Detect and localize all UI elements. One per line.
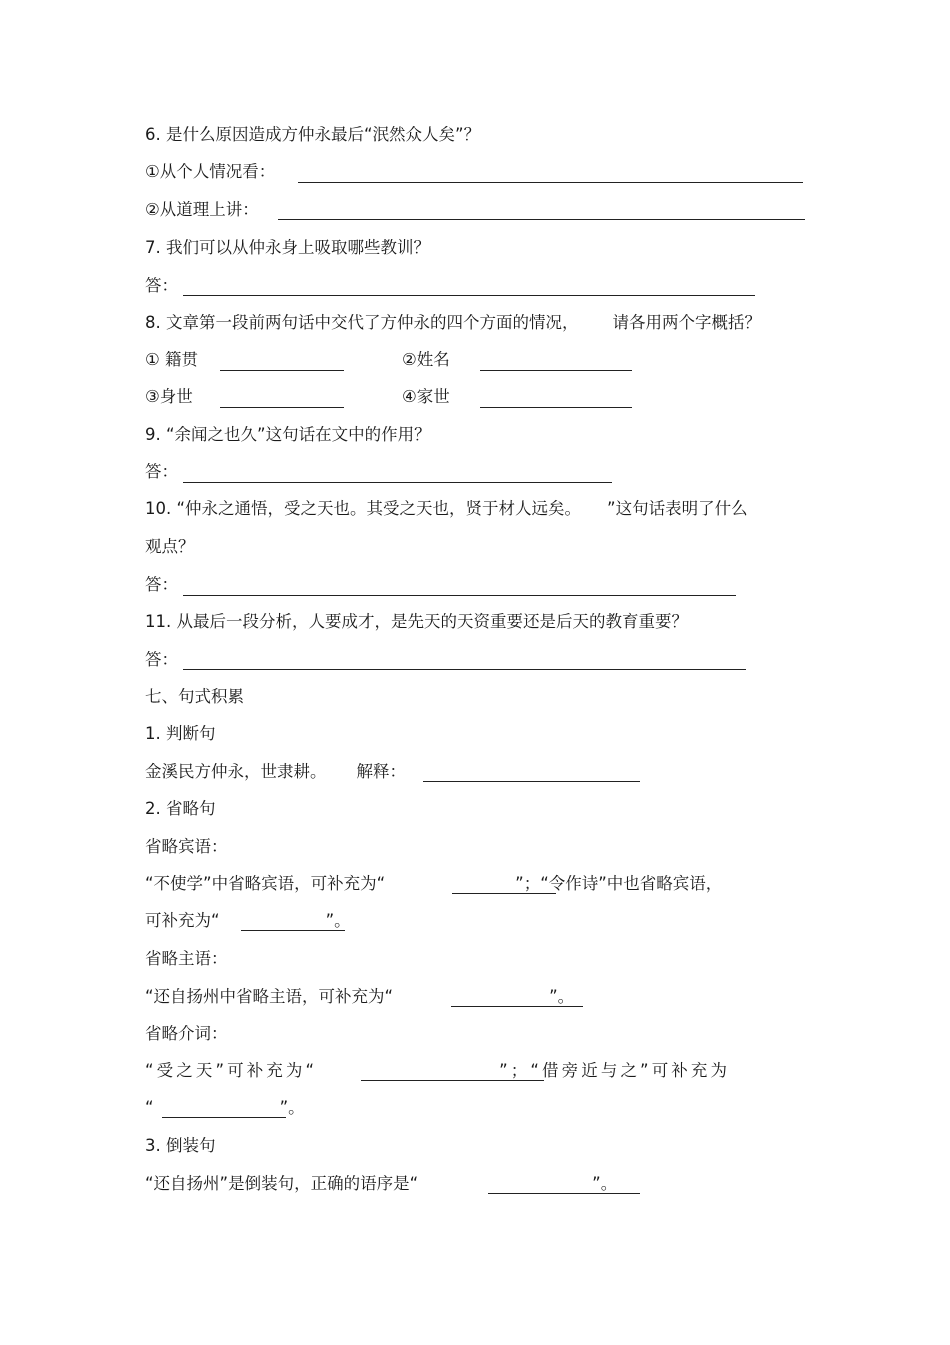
omission-subject-text-b: ”。 [549,987,575,1006]
omission-object-line-1 [145,873,722,895]
q11-answer-label: 答： [145,650,178,669]
q8-item-4-blank[interactable] [480,407,632,408]
question-7: 7. 我们可以从仲永身上吸取哪些教训？ [145,238,430,257]
q10-answer-label: 答： [145,575,178,594]
q8-item-2: ②姓名 [402,350,450,369]
inversion-text-b: ”。 [592,1174,618,1193]
q6-answer-1-label: ①从个人情况看： [145,162,276,181]
question-8-tail: 请各用两个字概括？ [612,313,761,332]
judgment-sentence [145,761,406,783]
question-8-text: 8. 文章第一段前两句话中交代了方仲永的四个方面的情况， [145,313,579,332]
q8-item-4: ④家世 [402,387,450,406]
judgment-title: 1. 判断句 [145,724,216,743]
q10-answer-blank[interactable] [183,595,736,596]
omission-object-blank-1[interactable] [452,893,556,894]
omission-prep-line-1 [145,1060,730,1082]
omission-prep-line-2 [145,1097,305,1119]
section-7-heading: 七、句式积累 [145,687,244,706]
omission-prep-text-c: “ [145,1098,154,1117]
q8-item-3: ③身世 [145,387,193,406]
question-10-line-2: 观点？ [145,537,195,556]
omission-object-label: 省略宾语： [145,837,228,856]
question-10-text: 10. “仲永之通悟，受之天也。其受之天也，贤于材人远矣。 [145,499,582,518]
question-9: 9. “余闻之也久”这句话在文中的作用？ [145,425,431,444]
omission-prep-text-b: ”；“借旁近与之”可补充为 [499,1061,731,1080]
omission-prep-blank-1[interactable] [361,1080,544,1081]
question-10 [145,498,748,520]
question-10-tail: ”这句话表明了什么 [607,499,748,518]
q7-answer-label: 答： [145,276,178,295]
omission-object-text-c: 可补充为“ [145,911,220,930]
omission-subject-line [145,986,574,1008]
omission-prep-text-d: ”。 [279,1098,305,1117]
omission-prep-blank-2[interactable] [162,1117,286,1118]
omission-subject-blank[interactable] [451,1006,583,1007]
omission-object-line-2 [145,910,351,932]
q6-answer-1-blank[interactable] [298,182,803,183]
question-11: 11. 从最后一段分析，人要成才，是先天的天资重要还是后天的教育重要？ [145,612,688,631]
q8-item-1: ① 籍贯 [145,350,199,369]
omission-prep-label: 省略介词： [145,1024,228,1043]
omission-title: 2. 省略句 [145,799,216,818]
q8-item-3-blank[interactable] [220,407,344,408]
q9-answer-blank[interactable] [183,482,612,483]
q11-answer-blank[interactable] [183,669,746,670]
inversion-line [145,1173,617,1195]
q6-answer-2-label: ②从道理上讲： [145,200,259,219]
omission-object-blank-2[interactable] [241,930,345,931]
omission-prep-text-a: “受之天”可补充为“ [145,1061,318,1080]
omission-subject-text-a: “还自扬州中省略主语，可补充为“ [145,987,394,1006]
question-8 [145,312,761,334]
judgment-explain-blank[interactable] [423,781,640,782]
omission-object-text-d: ”。 [325,911,351,930]
question-6: 6. 是什么原因造成方仲永最后“泯然众人矣”？ [145,125,481,144]
omission-subject-label: 省略主语： [145,949,228,968]
judgment-text: 金溪民方仲永，世隶耕。 [145,762,327,781]
q6-answer-2-blank[interactable] [278,219,805,220]
q8-item-1-blank[interactable] [220,370,344,371]
inversion-blank[interactable] [488,1193,640,1194]
omission-object-text-b: ”；“令作诗”中也省略宾语， [515,874,723,893]
inversion-title: 3. 倒装句 [145,1136,216,1155]
judgment-explain-label: 解释： [356,762,406,781]
q7-answer-blank[interactable] [183,295,755,296]
inversion-text-a: “还自扬州”是倒装句，正确的语序是“ [145,1174,419,1193]
q9-answer-label: 答： [145,462,178,481]
q8-item-2-blank[interactable] [480,370,632,371]
omission-object-text-a: “不使学”中省略宾语，可补充为“ [145,874,386,893]
